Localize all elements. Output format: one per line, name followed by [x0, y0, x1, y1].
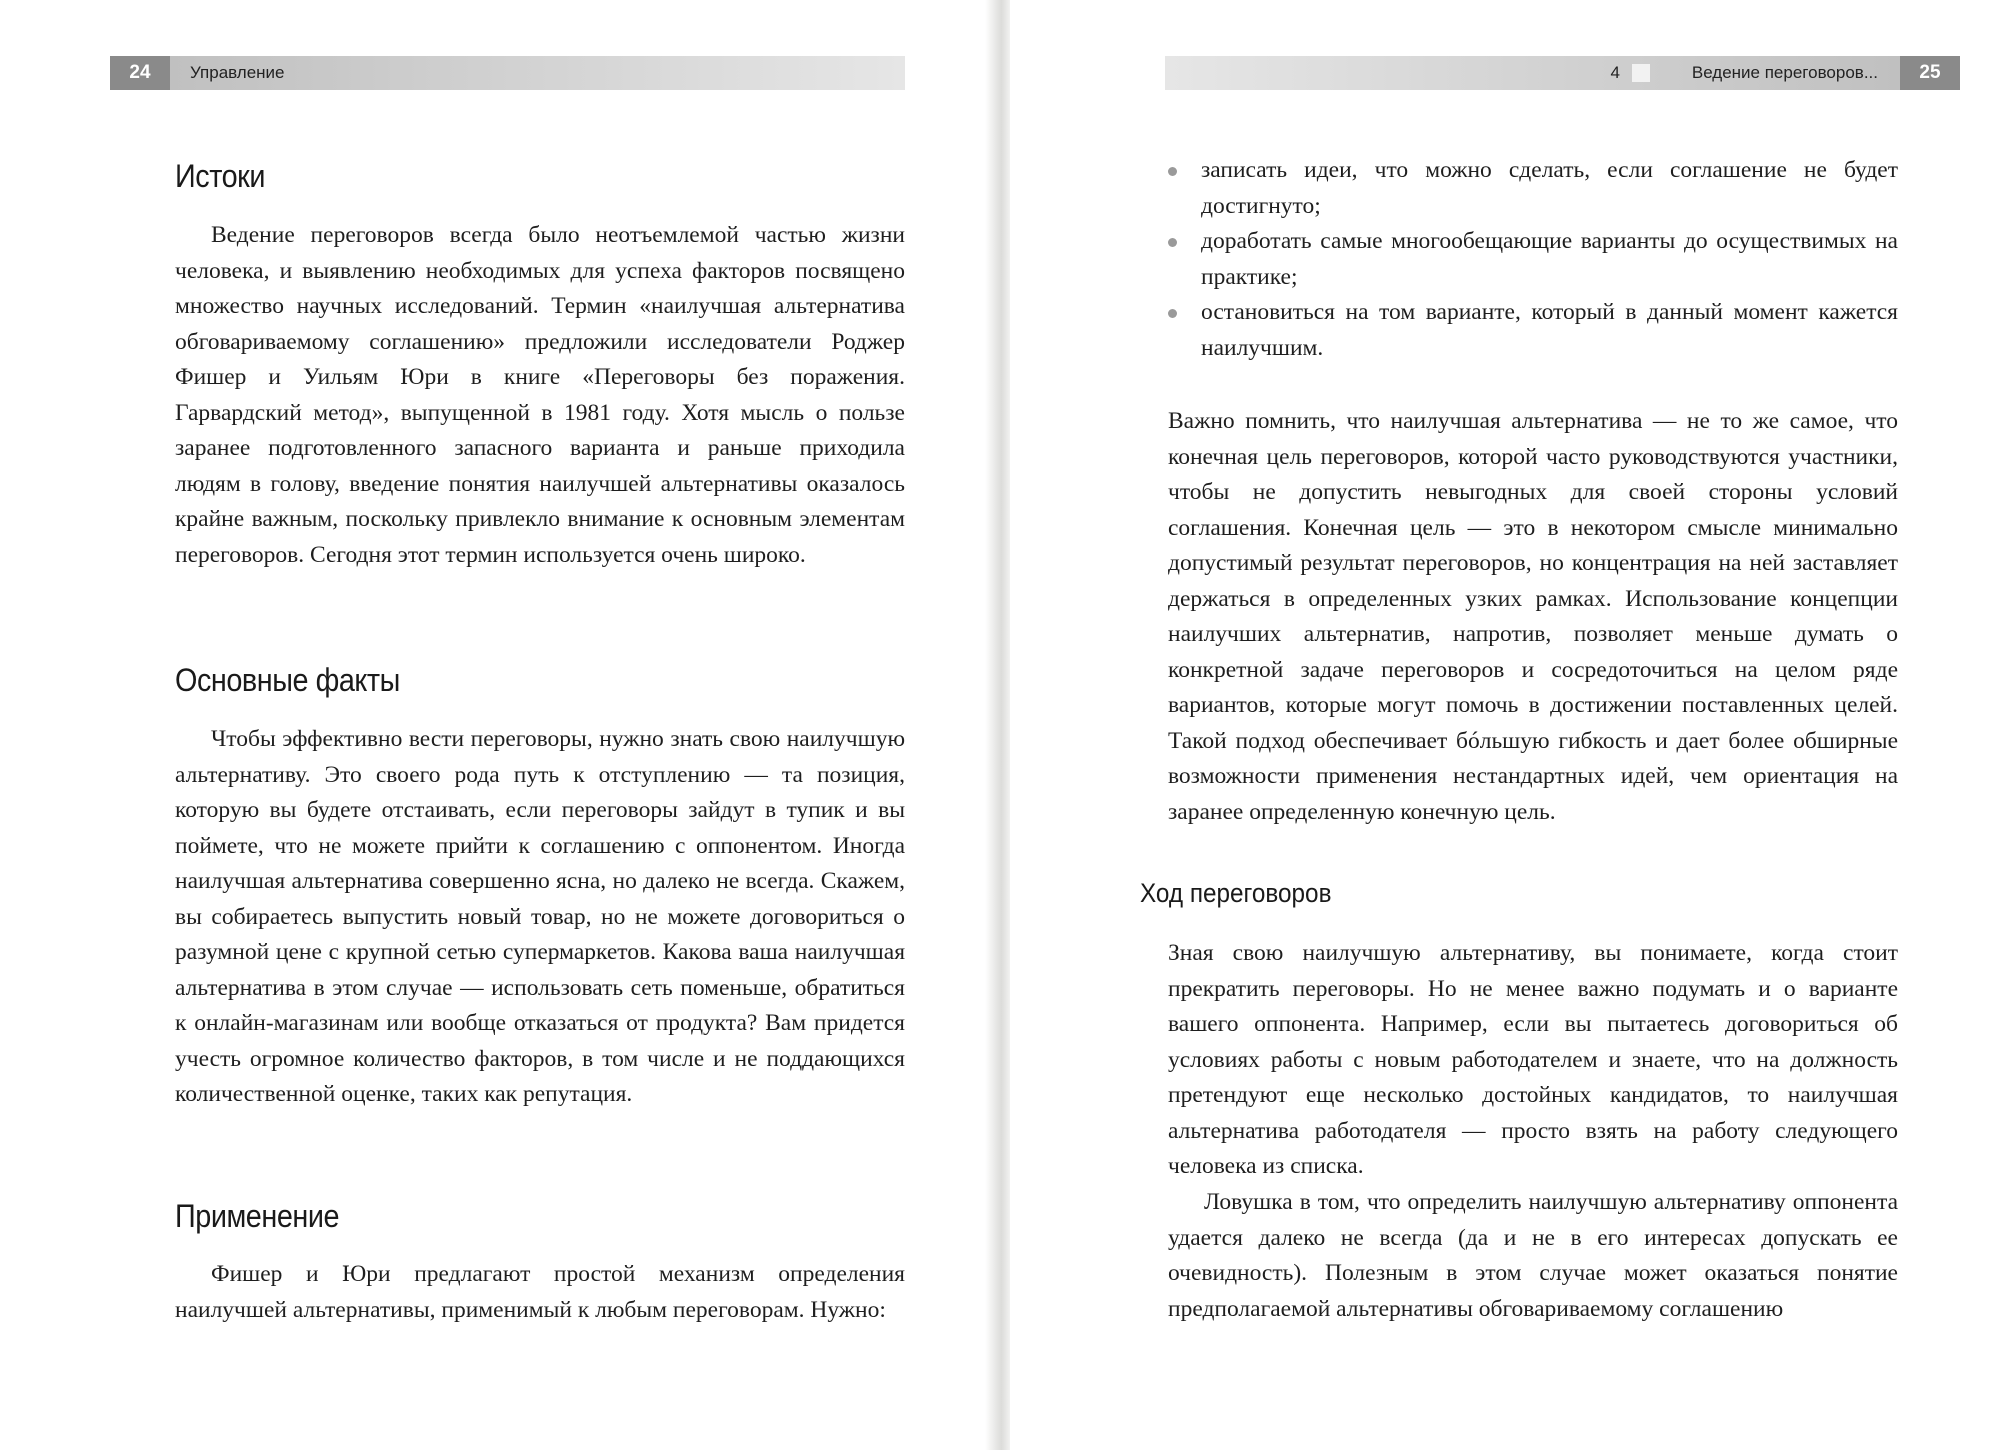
key-facts-paragraph: Чтобы эффективно вести переговоры, нужно знать свою наилучшую альтернативу. Это своего рода путь к отступлению — та позиция, которую вы будете отстаивать, если переговоры зайдут в тупик и вы поймете, что не можете прийти к соглашению с оппонентом. Иногда наилучшая альтернатива совершенно ясна, но далеко не всегда. Скажем, вы собираетесь выпустить новый товар, но не можете договориться о разумной цене с крупной сетью супермаркетов. Какова ваша наилучшая альтернатива в этом случае — использовать сеть поменьше, обратиться к онлайн-магазинам или вообще отказаться от продукта? Вам придется учесть огромное количество факторов, в том числе и не поддающихся количественной оценке, таких как репутация. [175, 726, 905, 1107]
origins-paragraph: Ведение переговоров всегда было неотъемлемой частью жизни человека, и выявлению необходимых для успеха факторов посвящено множество научных исследований. Термин «наилучшая альтернатива обговариваемому соглашению» предложили исследователи Роджер Фишер и Уильям Юри в книге «Переговоры без поражения. Гарвардский метод», выпущенной в 1981 году. Хотя мысль о пользе заранее подготовленного запасного варианта и раньше приходила людям в голову, введение понятия наилучшей альтернативы оказалось крайне важным, поскольку привлекло внимание к основным элементам переговоров. Сегодня этот термин используется очень широко. [175, 222, 905, 568]
right-page [1010, 0, 2000, 1450]
trap-paragraph: Ловушка в том, что определить наилучшую альтернативу оппонента удается далеко не всегда (да и не в его интересах допускать ее очевидность). Полезным в этом случае может оказаться понятие предполагаемой альтернативы обговариваемому соглашению [1168, 1189, 1898, 1322]
best-alternative-paragraph: Важно помнить, что наилучшая альтернатива — не то же самое, что конечная цель переговоров, которой часто руководствуются участники, чтобы не допустить невыгодных для своей стороны условий соглашения. Конечная цель — это в некотором смысле минимально допустимый результат переговоров, но концентрация на ней заставляет держаться в определенных узких рамках. Использование концепции наилучших альтернатив, напротив, позволяет меньше думать о конкретной задаче переговоров и сосредоточиться на целом ряде вариантов, которые могут помочь в достижении поставленных целей. Такой подход обеспечивает бóльшую гибкость и дает более обширные возможности применения нестандартных идей, чем ориентация на заранее определенную конечную цель. [1168, 408, 1898, 825]
list-item: остановиться на том варианте, который в данный момент кажется наилучшим. [1168, 295, 1898, 366]
list-item: доработать самые многообещающие варианты до осуществимых на практике; [1168, 224, 1898, 295]
left-running-header [110, 56, 905, 90]
negotiation-process-paragraph: Зная свою наилучшую альтернативу, вы понимаете, когда стоит прекратить переговоры. Но не менее важно подумать и о варианте вашего оппонента. Например, если вы пытаетесь договориться об условиях работы с новым работодателем и знаете, что на должность претендуют еще несколько достойных кандидатов, то наилучшая альтернатива работодателя — просто взять на работу следующего человека из списка. [1168, 940, 1898, 1179]
right-page-number: 25 [1900, 56, 1960, 90]
application-paragraph: Фишер и Юри предлагают простой механизм определения наилучшей альтернативы, применимый к любым переговорам. Нужно: [175, 1261, 905, 1323]
right-running-title: Ведение переговоров... [1691, 63, 1878, 82]
section-heading-application: Применение [175, 1198, 340, 1234]
bullet-icon [1168, 167, 1177, 176]
bullet-icon [1168, 309, 1177, 318]
list-item: записать идеи, что можно сделать, если соглашение не будет достигнуто; [1168, 153, 1898, 224]
subheading-negotiation-process: Ход переговоров [1140, 878, 1332, 908]
left-running-title: Управление [190, 63, 285, 82]
right-running-header [1165, 56, 1960, 90]
chapter-marker [1632, 64, 1650, 82]
section-heading-key-facts: Основные факты [175, 662, 400, 698]
left-page-number: 24 [110, 56, 170, 90]
steps-list [1168, 153, 1898, 366]
bullet-icon [1168, 238, 1177, 247]
chapter-number: 4 [1610, 63, 1620, 82]
left-page [0, 0, 990, 1450]
section-heading-origins: Истоки [175, 158, 265, 194]
